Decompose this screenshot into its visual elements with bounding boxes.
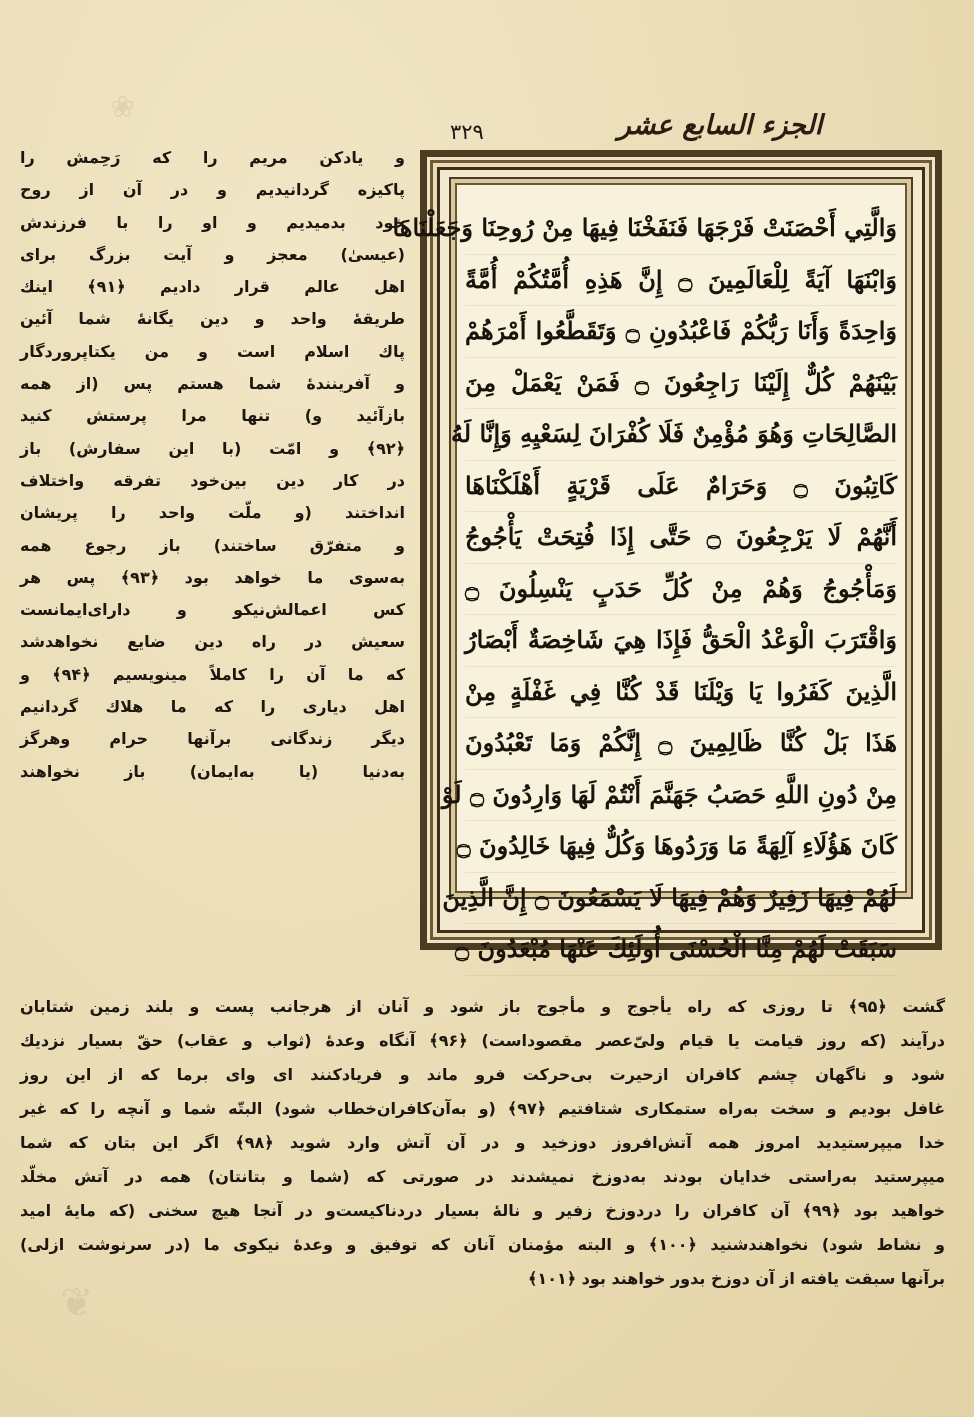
arabic-verses [392, 203, 897, 976]
arabic-line: سَبَقَتْ لَهُمْ مِنَّا الْحُسْنَى أُولَئِكَ عَنْهَا مُبْعَدُونَ ۝ [465, 924, 897, 976]
translation-line: در کار دین بین‌خود تفرقه واختلاف [20, 470, 405, 490]
translation-line: و یادکن مریم را که رَحِمش را [20, 148, 405, 167]
translation-line: کس اعمالش‌نیکو و دارای‌ایمانست [20, 600, 405, 620]
faded-background-calligraphy: ❦ [60, 1280, 94, 1326]
translation-line: خدا میپرستیدید امروز همه آتش‌افروز دوزخید و در آن آتش وارد شوید ﴿۹۸﴾ اگر این بتان که شما [20, 1133, 946, 1152]
translation-line: اهل عالم قرار دادیم ﴿۹۱﴾ اینك [20, 277, 405, 297]
translation-line: که ما آن را کاملاً مینویسیم ﴿۹۴﴾ و [20, 664, 406, 684]
translation-line: خود بدمیدیم و او را با فرزندش [20, 212, 405, 232]
translation-line: طریقهٔ واحد و دین یگانهٔ شما آئین [20, 309, 405, 329]
translation-line: شود و ناگهان چشم کافران ازحیرت بی‌حرکت فرو ماند و فریادکنند ای وای برما که از این روز [20, 1065, 945, 1084]
arabic-line: وَمَأْجُوجُ وَهُمْ مِنْ كُلِّ حَدَبٍ يَنْسِلُونَ ۝ [465, 564, 897, 616]
arabic-line: مِنْ دُونِ اللَّهِ حَصَبُ جَهَنَّمَ أَنْتُمْ لَهَا وَارِدُونَ ۝ لَوْ [465, 770, 897, 822]
juz-header: الجزء السابع عشر [617, 110, 823, 141]
bottom-translation-block [20, 990, 945, 1296]
translation-line: میپرستید به‌راستی خدایان بودند به‌دوزخ نمیشدند در صورتی که (شما و بتانتان) همه در آتش مخلّد [20, 1167, 945, 1186]
page-number: ۳۲۹ [450, 120, 484, 144]
faded-background-calligraphy: ❀ [110, 90, 136, 125]
translation-line: به‌دنیا (یا به‌ایمان) باز نخواهند [20, 761, 405, 781]
side-translation-column [20, 142, 405, 788]
arabic-line: كَانَ هَؤُلَاءِ آلِهَةً مَا وَرَدُوهَا وَكُلٌّ فِيهَا خَالِدُونَ ۝ [465, 821, 897, 873]
translation-line: پاکیزه گردانیدیم و در آن از روح [20, 180, 405, 200]
translation-line: به‌سوی ما خواهد بود ﴿۹۳﴾ پس هر [20, 567, 406, 587]
translation-line: سعیش در راه دین ضایع نخواهدشد [20, 632, 405, 652]
translation-line: اهل دیاری را که ما هلاك گردانیم [20, 697, 405, 717]
arabic-line: وَاقْتَرَبَ الْوَعْدُ الْحَقُّ فَإِذَا هِيَ شَاخِصَةٌ أَبْصَارُ [465, 615, 897, 667]
arabic-line: الصَّالِحَاتِ وَهُوَ مُؤْمِنٌ فَلَا كُفْرَانَ لِسَعْيِهِ وَإِنَّا لَهُ [465, 409, 897, 461]
translation-line: (عیسیٰ) معجز و آیت بزرگ برای [20, 244, 405, 264]
translation-line: و آفرینندهٔ شما هستم پس (از همه [20, 374, 405, 394]
arabic-line: هَذَا بَلْ كُنَّا ظَالِمِينَ ۝ إِنَّكُمْ وَمَا تَعْبُدُونَ [465, 718, 897, 770]
translation-line: پاك اسلام است و من یکتاپروردگار [20, 341, 405, 361]
arabic-line: كَاتِبُونَ ۝ وَحَرَامٌ عَلَى قَرْيَةٍ أَهْلَكْنَاهَا [465, 461, 897, 513]
translation-line: بازآئید و) تنها مرا پرستش کنید [20, 406, 405, 426]
arabic-line: لَهُمْ فِيهَا زَفِيرٌ وَهُمْ فِيهَا لَا يَسْمَعُونَ ۝ إِنَّ الَّذِينَ [465, 873, 897, 925]
translation-line: دیگر زندگانی برآنها حرام وهرگز [20, 729, 405, 749]
translation-line: و متفرّق ساختند) باز رجوع همه [20, 535, 405, 555]
translation-line: برآنها سبقت یافته از آن دوزخ بدور خواهند بود ﴿۱۰۱﴾ [528, 1269, 945, 1288]
translation-line: انداختند (و ملّت واحد را پریشان [20, 503, 405, 523]
translation-line: غافل بودیم و سخت به‌راه ستمکاری شتافتیم ﴿۹۷﴾ (و به‌آن‌کافران‌خطاب شود) البتّه شما و آنچه را که غیر [20, 1099, 946, 1118]
quran-text-inner-border [392, 183, 907, 963]
translation-line: ﴿۹۲﴾ و امّت (با این سفارش) باز [20, 438, 405, 458]
arabic-line: وَاحِدَةً وَأَنَا رَبُّكُمْ فَاعْبُدُونِ ۝ وَتَقَطَّعُوا أَمْرَهُمْ [465, 306, 897, 358]
arabic-line: وَابْنَهَا آيَةً لِلْعَالَمِينَ ۝ إِنَّ هَذِهِ أُمَّتُكُمْ أُمَّةً [465, 255, 897, 307]
translation-line: درآیند (که روز قیامت یا قیام ولیّ‌عصر مقصوداست) ﴿۹۶﴾ آنگاه وعدهٔ (ثواب و عقاب) حقّ بسیار نزدیك [20, 1031, 945, 1050]
arabic-line: بَيْنَهُمْ كُلٌّ إِلَيْنَا رَاجِعُونَ ۝ فَمَنْ يَعْمَلْ مِنَ [465, 358, 897, 410]
arabic-line: الَّذِينَ كَفَرُوا يَا وَيْلَنَا قَدْ كُنَّا فِي غَفْلَةٍ مِنْ [465, 667, 897, 719]
translation-line: و نشاط شود) نخواهندشنید ﴿۱۰۰﴾ و البته مؤمنان آنان که توفیق و وعدهٔ نیکوی ما (در سرنوشت ازلی) [20, 1235, 946, 1254]
quran-text-frame [392, 150, 942, 963]
arabic-line: أَنَّهُمْ لَا يَرْجِعُونَ ۝ حَتَّى إِذَا فُتِحَتْ يَأْجُوجُ [465, 512, 897, 564]
arabic-line: وَالَّتِي أَحْصَنَتْ فَرْجَهَا فَنَفَخْنَا فِيهَا مِنْ رُوحِنَا وَجَعَلْنَاهَا [465, 203, 897, 255]
translation-line: گشت ﴿۹۵﴾ تا روزی که راه یأجوج و مأجوج باز شود و آنان از هرجانب پست و بلند زمین شتابان [20, 997, 946, 1016]
translation-line: خواهید بود ﴿۹۹﴾ آن کافران را دردوزخ زفیر و نالهٔ بسیار دردناکیست‌و در آنجا هیچ سخنی (که مایهٔ امید [20, 1201, 945, 1220]
